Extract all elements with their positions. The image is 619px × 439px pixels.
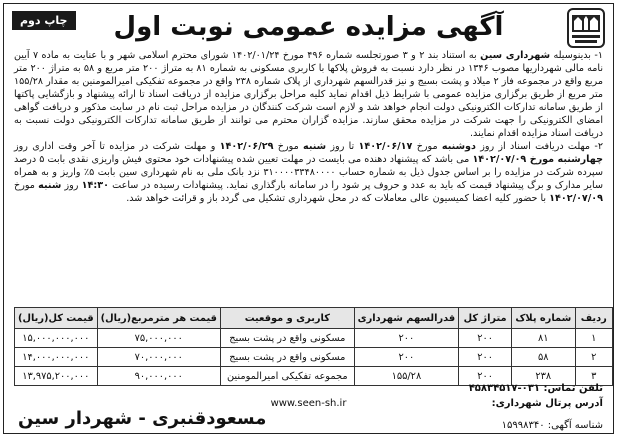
table-row bbox=[15, 329, 613, 348]
emphasis-text: ۱۴:۳۰ bbox=[81, 180, 109, 191]
body-text-run: مورخ bbox=[412, 141, 442, 152]
portal-label: آدرس پرتال شهرداری: bbox=[491, 398, 603, 409]
cell-municipality-share: ۲۰۰ bbox=[354, 329, 458, 348]
body-text-run: مورخ bbox=[273, 141, 304, 152]
cell-plate-number: ۵۸ bbox=[512, 348, 576, 367]
emphasis-text: دوشنبه bbox=[441, 141, 476, 152]
cell-municipality-share: ۲۰۰ bbox=[354, 348, 458, 367]
body-text-run: مورخ bbox=[14, 180, 39, 191]
paragraph-1 bbox=[14, 49, 603, 140]
emphasis-text: ۱۴۰۲/۰۶/۲۹ bbox=[219, 141, 274, 152]
notice-body bbox=[14, 49, 603, 205]
contact-phone: تلفن تماس: ۰۳۱-۴۵۸۳۴۵۱۷ bbox=[468, 383, 603, 394]
body-text-run: با حضور کلیه اعضا کمیسیون عالی معاملات که در محل شهرداری تشکیل می گردد باز و قرائت خواهد شد. bbox=[126, 193, 550, 204]
table-row bbox=[15, 348, 613, 367]
cell-total-price: ۱۳,۹۷۵,۲۰۰,۰۰۰ bbox=[15, 367, 98, 386]
website-link[interactable]: www.seen-sh.ir bbox=[270, 398, 347, 409]
cell-total-area: ۲۰۰ bbox=[459, 329, 512, 348]
emphasis-text: شنبه bbox=[303, 141, 327, 152]
table-header-row bbox=[15, 308, 613, 329]
cell-row-number: ۳ bbox=[575, 367, 612, 386]
cell-price-per-meter: ۷۰,۰۰۰,۰۰۰ bbox=[97, 348, 220, 367]
cell-total-area: ۲۰۰ bbox=[459, 348, 512, 367]
body-text-run: روز bbox=[61, 180, 82, 191]
cell-total-price: ۱۴,۰۰۰,۰۰۰,۰۰۰ bbox=[15, 348, 98, 367]
col-plate-number: شماره پلاک bbox=[512, 308, 576, 329]
cell-total-price: ۱۵,۰۰۰,۰۰۰,۰۰۰ bbox=[15, 329, 98, 348]
col-total-price: قیمت کل(ریال) bbox=[15, 308, 98, 329]
cell-row-number: ۱ bbox=[575, 329, 612, 348]
body-text-run: به استناد بند ۲ و ۳ صورتجلسه شماره ۴۹۶ مورخ ۱۴۰۲/۰۱/۲۴ شورای محترم اسلامی شهر و با عنایت به ماده ۷ آیین نامه مالی شهرداریها مصوب ۱۳۴۶ در نظر دارد نسبت به فروش پلاکها با کاربری مسکونی به شماره ۸۱ به متراژ ۲۰۰ متر مربع و ۵۸ به متراژ ۲۰۰ متر مربع واقع در مجموعه فاز ۲ میلاد و پشت بسیج و نیز قدرالسهم شهرداری از پلاک شماره ۲۳۸ واقع در مجموعه تفکیکی امیرالمومنین به مقدار ۱۵۵/۲۸ متر مربع از طریق برگزاری مزایده عمومی با شرایط ذیل اقدام نماید کلیه مراحل برگزاری مزایده از دریافت اسناد تا ارائه پیشنهاد و بازگشایی پاکتها از طریق سامانه تدارکات الکترونیکی دولت انجام خواهد شد و لازم است شرکت کنندگان در مزایده مراحل ثبت نام در سایت مذکور و دریافت گواهی امضای الکترونیکی را جهت شرکت در مزایده محقق سازند. مزایده گزاران محترم می توانند از طریق سامانه تدارکات الکترونیکی دولت نسبت به دریافت اسناد مزایده اقدام نمایند. bbox=[14, 50, 603, 139]
mayor-signature: مسعودقنبری - شهردار سین bbox=[18, 408, 267, 429]
emphasis-text: شهرداری سین bbox=[480, 50, 551, 61]
ad-code: شناسه آگهی: ۱۵۹۹۸۳۴۰ bbox=[501, 420, 603, 431]
body-text-run: تا روز bbox=[326, 141, 359, 152]
emphasis-text: چهارشنبه مورخ ۱۴۰۲/۰۷/۰۹ bbox=[472, 154, 604, 165]
cell-usage-location: مسکونی واقع در پشت بسیج bbox=[220, 348, 354, 367]
cell-row-number: ۲ bbox=[575, 348, 612, 367]
cell-price-per-meter: ۹۰,۰۰۰,۰۰۰ bbox=[97, 367, 220, 386]
body-text-run: ۲- مهلت دریافت اسناد از روز bbox=[475, 141, 603, 152]
notice-frame bbox=[3, 3, 614, 434]
cell-price-per-meter: ۷۵,۰۰۰,۰۰۰ bbox=[97, 329, 220, 348]
cell-usage-location: مجموعه تفکیکی امیرالمومنین bbox=[220, 367, 354, 386]
col-row-number: ردیف bbox=[575, 308, 612, 329]
emphasis-text: شنبه bbox=[38, 180, 62, 191]
col-municipality-share: قدرالسهم شهرداری bbox=[354, 308, 458, 329]
col-total-area: متراژ کل bbox=[459, 308, 512, 329]
emphasis-text: ۱۴۰۲/۰۶/۱۷ bbox=[358, 141, 413, 152]
notice-title: آگهی مزایده عمومی نوبت اول bbox=[113, 12, 504, 42]
body-text-run: و مهلت شرکت در مزایده تا آخر وقت اداری روز bbox=[14, 141, 220, 152]
col-usage-location: کاربری و موقعیت bbox=[220, 308, 354, 329]
cell-usage-location: مسکونی واقع در پشت بسیج bbox=[220, 329, 354, 348]
municipality-logo-icon bbox=[567, 8, 605, 48]
body-text-run: ۱- بدینوسیله bbox=[550, 50, 603, 61]
paragraph-2 bbox=[14, 140, 603, 205]
cell-plate-number: ۸۱ bbox=[512, 329, 576, 348]
cell-total-area: ۲۰۰ bbox=[459, 367, 512, 386]
second-print-badge: چاپ دوم bbox=[12, 11, 76, 30]
cell-plate-number: ۲۳۸ bbox=[512, 367, 576, 386]
col-price-per-meter: قیمت هر مترمربع(ریال) bbox=[97, 308, 220, 329]
cell-municipality-share: ۱۵۵/۲۸ bbox=[354, 367, 458, 386]
body-text-run: می باشد که پیشنهاد دهنده می بایست در مهلت تعیین شده پیشنهادات خود محتوی فیش واریزی نقدی بابت ۵ درصد سپرده شرکت در مزایده را بر اساس جدول ذیل به شماره حساب ۳۱۰۰۰۰۳۳۴۸۰۰۰۰ نزد بانک ملی به نام شهرداری سین بابت ۵٪ واریز و به همراه سایر مدارک و برگ پیشنهاد قیمت که باید به عدد و حروف پر شود را در سامانه بارگذاری نماید. پیشنهادات رسیده در ساعت bbox=[14, 154, 603, 191]
plots-table bbox=[14, 307, 613, 386]
emphasis-text: ۱۴۰۲/۰۷/۰۹ bbox=[549, 193, 603, 204]
